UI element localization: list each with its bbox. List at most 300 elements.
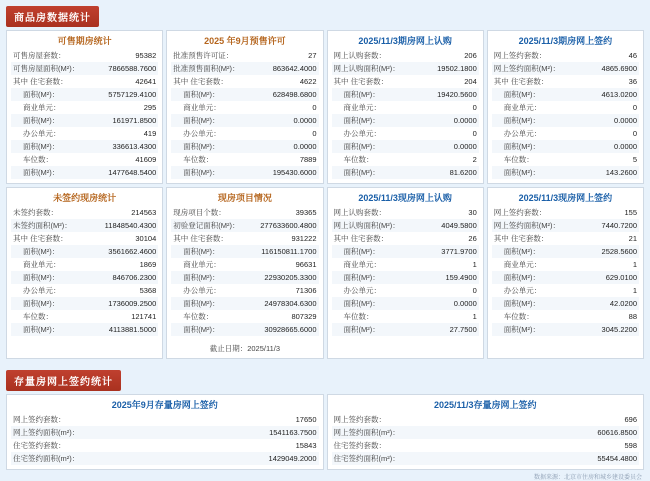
row-value: 36	[628, 77, 637, 86]
data-row	[11, 166, 158, 179]
data-row	[171, 75, 318, 88]
row-value: 807329	[291, 312, 317, 321]
card-title: 2025/11/3存量房网上签约	[433, 400, 537, 410]
row-label: 其中 住宅套数：	[493, 77, 549, 86]
data-row	[171, 284, 318, 297]
row-label: 面积(M²)：	[183, 325, 220, 334]
data-row	[11, 114, 158, 127]
row-value: 1	[472, 312, 477, 321]
row-value: 863642.4000	[272, 64, 317, 73]
row-value: 96631	[295, 260, 317, 269]
data-row	[492, 127, 639, 140]
row-value: 931222	[291, 234, 317, 243]
row-label: 现房项目个数：	[173, 208, 226, 217]
row-value: 0.0000	[614, 116, 637, 125]
row-label: 面积(M²)：	[343, 168, 380, 177]
card-title: 2025/11/3现房网上签约	[518, 193, 613, 203]
row-label: 面积(M²)：	[23, 247, 60, 256]
row-value: 0	[312, 129, 317, 138]
row-label: 面积(M²)：	[183, 168, 220, 177]
card-rows	[328, 413, 644, 469]
row-value: 0.0000	[614, 142, 637, 151]
row-value: 39365	[295, 208, 317, 217]
row-value: 1541163.7500	[269, 428, 317, 437]
data-row	[492, 75, 639, 88]
data-row	[171, 258, 318, 271]
data-row	[492, 88, 639, 101]
card-rows	[7, 206, 162, 340]
row-label: 商业单元：	[183, 260, 221, 269]
stock-housing-card-grid	[0, 394, 650, 470]
row-value: 204	[464, 77, 477, 86]
row-value: 5757129.4100	[108, 90, 157, 99]
data-row	[171, 271, 318, 284]
row-label: 可售房屋面积(M²)：	[13, 64, 80, 73]
data-row	[332, 166, 479, 179]
row-value: 7440.7200	[601, 221, 637, 230]
data-row	[11, 62, 158, 75]
row-value: 0	[632, 129, 637, 138]
row-label: 面积(M²)：	[503, 116, 540, 125]
row-label: 其中 住宅套数：	[13, 77, 68, 86]
row-value: 42641	[135, 77, 157, 86]
row-value: 629.0100	[605, 273, 637, 282]
row-value: 295	[143, 103, 157, 112]
data-row	[492, 166, 639, 179]
row-label: 面积(M²)：	[343, 247, 380, 256]
row-label: 未签约套数：	[13, 208, 58, 217]
row-value: 4049.5800	[441, 221, 477, 230]
row-value: 5368	[139, 286, 157, 295]
row-value: 1869	[139, 260, 157, 269]
row-label: 网上认购套数：	[333, 208, 386, 217]
card-rows	[167, 206, 322, 340]
card-rows	[167, 49, 322, 183]
data-row	[11, 206, 158, 219]
row-label: 其中 住宅套数：	[493, 234, 549, 243]
row-value: 598	[624, 441, 637, 450]
data-row	[492, 297, 639, 310]
new-housing-section	[0, 0, 650, 30]
card-completed-online-contract	[487, 187, 644, 359]
data-row	[492, 49, 639, 62]
new-housing-section-title: 商品房数据统计	[6, 6, 99, 27]
row-value: 121741	[131, 312, 157, 321]
row-label: 面积(M²)：	[23, 273, 60, 282]
data-row	[171, 114, 318, 127]
row-value: 336613.4300	[112, 142, 157, 151]
row-label: 面积(M²)：	[183, 299, 220, 308]
data-row	[492, 271, 639, 284]
row-label: 面积(M²)：	[343, 325, 380, 334]
data-row	[171, 245, 318, 258]
row-label: 面积(M²)：	[23, 90, 60, 99]
data-row	[171, 166, 318, 179]
data-row	[332, 258, 479, 271]
card-title: 可售期房统计	[57, 36, 112, 46]
card-rows	[328, 49, 483, 183]
data-row	[492, 219, 639, 232]
row-label: 车位数：	[503, 155, 534, 164]
row-value: 88	[628, 312, 637, 321]
row-label: 车位数：	[23, 312, 53, 321]
row-label: 办公单元：	[183, 286, 221, 295]
row-label: 车位数：	[23, 155, 53, 164]
row-label: 面积(M²)：	[343, 116, 380, 125]
row-value: 15843	[295, 441, 317, 450]
card-title: 2025 年9月预售许可	[204, 36, 286, 46]
row-label: 其中 住宅套数：	[173, 77, 228, 86]
row-label: 网上认购面积(M²)：	[333, 221, 400, 230]
row-label: 面积(M²)：	[183, 116, 220, 125]
row-label: 面积(M²)：	[503, 142, 540, 151]
data-row	[11, 75, 158, 88]
row-label: 办公单元：	[503, 286, 542, 295]
row-label: 面积(M²)：	[503, 247, 540, 256]
data-row	[11, 271, 158, 284]
data-row	[11, 245, 158, 258]
data-row	[171, 101, 318, 114]
data-row	[171, 206, 318, 219]
row-label: 面积(M²)：	[183, 90, 220, 99]
row-value: 4865.6900	[601, 64, 637, 73]
data-row	[332, 101, 479, 114]
data-row	[171, 62, 318, 75]
row-value: 155	[624, 208, 637, 217]
row-value: 277633600.4800	[260, 221, 317, 230]
data-row	[492, 323, 639, 336]
data-row	[492, 206, 639, 219]
row-label: 办公单元：	[503, 129, 542, 138]
row-label: 其中 住宅套数：	[333, 234, 389, 243]
row-value: 116150811.1700	[261, 247, 317, 256]
row-value: 0.0000	[453, 299, 477, 308]
data-row	[11, 284, 158, 297]
row-value: 4113881.5000	[108, 325, 157, 334]
row-value: 42.0200	[609, 299, 637, 308]
row-value: 0	[632, 103, 637, 112]
row-value: 11848540.4300	[104, 221, 157, 230]
row-label: 办公单元：	[23, 129, 61, 138]
card-rows	[488, 49, 643, 183]
data-row	[11, 88, 158, 101]
row-value: 30928665.6000	[264, 325, 317, 334]
row-label: 面积(M²)：	[343, 299, 380, 308]
row-label: 办公单元：	[343, 286, 381, 295]
row-label: 车位数：	[183, 155, 214, 164]
row-label: 商业单元：	[503, 103, 542, 112]
data-row	[11, 439, 319, 452]
row-value: 55454.4800	[597, 454, 637, 463]
row-label: 商业单元：	[503, 260, 542, 269]
data-row	[332, 452, 640, 465]
data-row	[171, 153, 318, 166]
data-row	[332, 140, 479, 153]
row-label: 面积(M²)：	[343, 142, 380, 151]
row-value: 3045.2200	[601, 325, 637, 334]
card-rows	[7, 413, 323, 469]
row-value: 2528.5600	[601, 247, 637, 256]
card-stock-contract-september	[6, 394, 324, 470]
row-value: 1	[632, 286, 637, 295]
row-label: 批准预售许可证：	[173, 51, 234, 60]
row-label: 面积(M²)：	[23, 116, 60, 125]
row-label: 网上签约套数：	[493, 208, 547, 217]
data-row	[492, 62, 639, 75]
data-row	[11, 140, 158, 153]
data-row	[171, 127, 318, 140]
data-row	[11, 413, 319, 426]
row-label: 车位数：	[503, 312, 534, 321]
data-row	[171, 232, 318, 245]
row-value: 0.0000	[293, 142, 317, 151]
row-label: 面积(M²)：	[503, 90, 540, 99]
row-label: 车位数：	[343, 155, 374, 164]
row-value: 4622	[299, 77, 317, 86]
row-value: 95382	[135, 51, 157, 60]
new-housing-card-grid	[0, 30, 650, 359]
row-label: 批准预售面积(M²)：	[173, 64, 240, 73]
data-row	[492, 258, 639, 271]
footer-source: 数据来源：北京市住房和城乡建设委员会	[533, 475, 642, 481]
card-rows	[328, 206, 483, 340]
row-label: 网上签约套数：	[333, 415, 386, 424]
row-value: 0.0000	[293, 116, 317, 125]
card-title: 现房项目情况	[217, 193, 272, 203]
card-title: 2025/11/3现房网上认购	[358, 193, 452, 203]
card-rows	[488, 206, 643, 340]
card-forward-online-contract	[487, 30, 644, 184]
data-row	[332, 62, 479, 75]
row-label: 面积(M²)：	[23, 299, 60, 308]
row-label: 办公单元：	[343, 129, 381, 138]
row-value: 5	[632, 155, 637, 164]
row-label: 面积(M²)：	[23, 325, 60, 334]
data-row	[171, 88, 318, 101]
row-label: 办公单元：	[183, 129, 221, 138]
row-value: 7866588.7600	[108, 64, 157, 73]
data-row	[332, 426, 640, 439]
row-value: 195430.6000	[272, 168, 317, 177]
data-cutoff-date: 截止日期：2025/11/3	[209, 344, 281, 353]
data-row	[332, 88, 479, 101]
data-row	[492, 153, 639, 166]
data-row	[332, 49, 479, 62]
row-value: 214563	[131, 208, 157, 217]
card-title: 2025/11/3期房网上签约	[518, 36, 613, 46]
row-value: 30	[468, 208, 477, 217]
data-row	[11, 49, 158, 62]
row-label: 面积(M²)：	[343, 273, 380, 282]
row-label: 网上签约面积(m²)：	[13, 428, 80, 437]
card-title: 未签约现房统计	[53, 193, 117, 203]
data-row	[11, 297, 158, 310]
row-label: 其中 住宅套数：	[333, 77, 389, 86]
row-value: 0	[472, 103, 477, 112]
row-value: 41609	[135, 155, 157, 164]
data-row	[492, 114, 639, 127]
row-label: 面积(M²)：	[503, 273, 540, 282]
data-row	[332, 284, 479, 297]
row-label: 商业单元：	[343, 103, 381, 112]
data-row	[11, 310, 158, 323]
data-row	[171, 140, 318, 153]
data-row	[171, 219, 318, 232]
data-row	[332, 297, 479, 310]
row-value: 30104	[135, 234, 157, 243]
row-value: 0	[312, 103, 317, 112]
data-row	[332, 219, 479, 232]
row-label: 面积(M²)：	[183, 142, 220, 151]
data-row	[11, 101, 158, 114]
row-label: 未签约面积(M²)：	[13, 221, 72, 230]
row-value: 1429049.2000	[268, 454, 317, 463]
row-label: 面积(M²)：	[503, 299, 540, 308]
card-completed-project-status	[166, 187, 323, 359]
row-value: 22930205.3300	[264, 273, 317, 282]
data-row	[11, 452, 319, 465]
data-row	[11, 219, 158, 232]
row-label: 面积(M²)：	[503, 168, 540, 177]
data-row	[492, 232, 639, 245]
row-value: 206	[464, 51, 477, 60]
card-presale-permit-september	[166, 30, 323, 184]
data-row	[492, 284, 639, 297]
row-value: 419	[143, 129, 157, 138]
data-row	[11, 426, 319, 439]
data-row	[492, 140, 639, 153]
data-row	[332, 153, 479, 166]
data-row	[492, 310, 639, 323]
row-label: 面积(M²)：	[23, 168, 60, 177]
row-value: 0.0000	[453, 142, 477, 151]
row-label: 网上认购面积(M²)：	[333, 64, 400, 73]
row-label: 网上签约套数：	[493, 51, 547, 60]
row-label: 商业单元：	[183, 103, 221, 112]
row-value: 2	[472, 155, 477, 164]
row-label: 面积(M²)：	[343, 90, 380, 99]
card-unsigned-completed-housing	[6, 187, 163, 359]
row-label: 网上签约面积(m²)：	[333, 428, 400, 437]
row-value: 628498.6800	[272, 90, 317, 99]
row-label: 商业单元：	[23, 103, 61, 112]
data-row	[332, 323, 479, 336]
row-value: 27	[308, 51, 317, 60]
row-label: 网上签约面积(M²)：	[493, 64, 560, 73]
row-label: 车位数：	[343, 312, 374, 321]
row-value: 0	[472, 129, 477, 138]
row-value: 46	[628, 51, 637, 60]
data-row	[11, 127, 158, 140]
row-value: 19502.1800	[437, 64, 477, 73]
row-label: 商业单元：	[343, 260, 381, 269]
row-value: 3561662.4600	[108, 247, 157, 256]
data-row	[332, 310, 479, 323]
row-value: 3771.9700	[441, 247, 477, 256]
row-value: 696	[624, 415, 637, 424]
data-row	[332, 232, 479, 245]
row-label: 可售房屋套数：	[13, 51, 66, 60]
row-value: 1	[632, 260, 637, 269]
row-value: 60616.8500	[597, 428, 637, 437]
data-row	[492, 101, 639, 114]
data-row	[171, 49, 318, 62]
row-value: 17650	[295, 415, 317, 424]
data-row	[332, 413, 640, 426]
row-label: 住宅签约面积(m²)：	[333, 454, 400, 463]
data-row	[332, 75, 479, 88]
row-label: 网上签约套数：	[13, 415, 66, 424]
stock-housing-section	[0, 364, 650, 394]
row-label: 住宅签约套数：	[13, 441, 66, 450]
data-row	[332, 439, 640, 452]
row-label: 面积(M²)：	[23, 142, 60, 151]
row-value: 71306	[295, 286, 317, 295]
data-row	[492, 245, 639, 258]
data-row	[171, 310, 318, 323]
row-value: 81.6200	[449, 168, 477, 177]
row-value: 4613.0200	[601, 90, 637, 99]
data-row	[11, 323, 158, 336]
row-value: 1736009.2500	[108, 299, 157, 308]
row-value: 0.0000	[453, 116, 477, 125]
card-title: 2025年9月存量房网上签约	[111, 400, 218, 410]
row-label: 网上认购套数：	[333, 51, 386, 60]
row-value: 143.2600	[605, 168, 637, 177]
row-value: 26	[468, 234, 477, 243]
row-label: 面积(M²)：	[183, 273, 220, 282]
data-row	[332, 206, 479, 219]
row-value: 0	[472, 286, 477, 295]
row-value: 1477648.5400	[108, 168, 157, 177]
data-row	[332, 245, 479, 258]
row-value: 27.7500	[449, 325, 477, 334]
row-label: 网上签约面积(M²)：	[493, 221, 560, 230]
card-forward-online-subscription	[327, 30, 484, 184]
row-value: 21	[628, 234, 637, 243]
card-rows	[7, 49, 162, 183]
row-label: 其中 住宅套数：	[173, 234, 228, 243]
row-label: 商业单元：	[23, 260, 61, 269]
data-row	[332, 271, 479, 284]
row-label: 初验登记面积(M²)：	[173, 221, 240, 230]
data-row	[11, 232, 158, 245]
data-row	[11, 258, 158, 271]
row-label: 住宅签约套数：	[333, 441, 386, 450]
card-stock-contract-daily	[327, 394, 645, 470]
data-row	[332, 127, 479, 140]
data-row	[332, 114, 479, 127]
card-title: 2025/11/3期房网上认购	[358, 36, 452, 46]
row-value: 19420.5600	[437, 90, 477, 99]
data-row	[11, 153, 158, 166]
stock-housing-section-title: 存量房网上签约统计	[6, 370, 121, 391]
data-row	[171, 323, 318, 336]
card-available-forward-housing	[6, 30, 163, 184]
row-label: 住宅签约面积(m²)：	[13, 454, 80, 463]
row-value: 1	[472, 260, 477, 269]
row-value: 7889	[299, 155, 317, 164]
data-row	[171, 297, 318, 310]
row-value: 24978304.6300	[264, 299, 317, 308]
row-value: 846706.2300	[112, 273, 157, 282]
row-value: 161971.8500	[112, 116, 157, 125]
row-label: 面积(M²)：	[183, 247, 220, 256]
row-value: 159.4900	[445, 273, 477, 282]
card-completed-online-subscription	[327, 187, 484, 359]
row-label: 其中 住宅套数：	[13, 234, 68, 243]
row-label: 面积(M²)：	[503, 325, 540, 334]
